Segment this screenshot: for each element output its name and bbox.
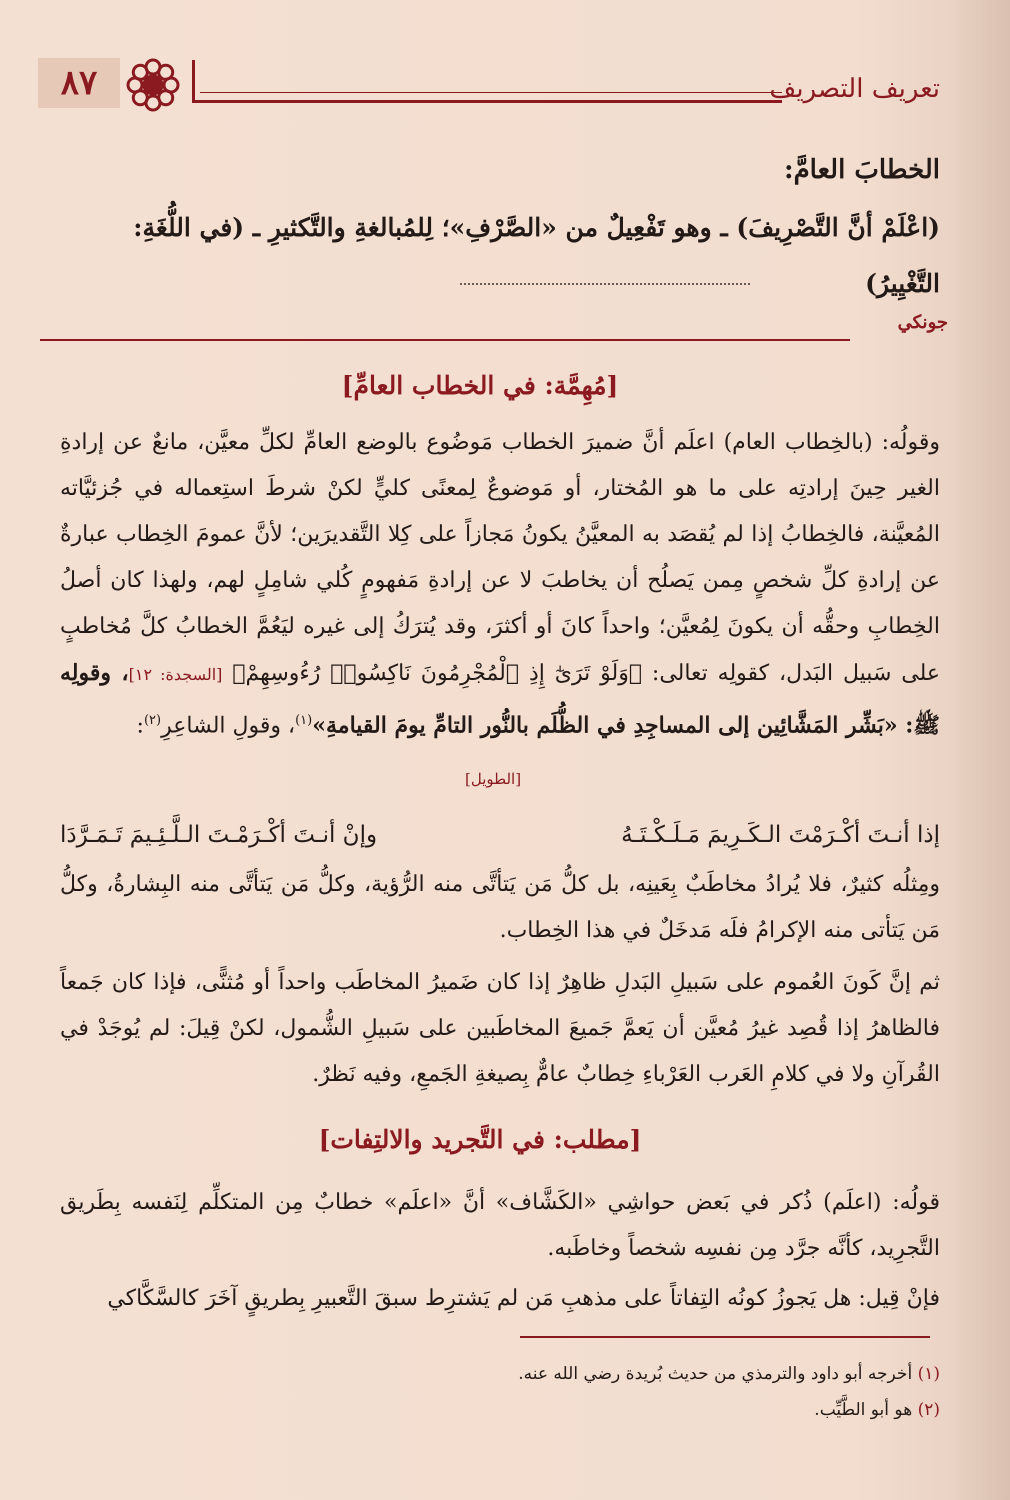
footnote-1 xyxy=(60,1360,940,1388)
footnote-2 xyxy=(60,1396,940,1424)
page-number: ٨٧ xyxy=(38,58,120,108)
poetic-meter-label: [الطويل] xyxy=(465,770,522,788)
header-frame-corner xyxy=(192,60,213,103)
paragraph-general-address xyxy=(60,420,940,749)
paragraph-text: ، وقولِ الشاعِرِ xyxy=(161,713,296,739)
matn-text: (اعْلَمْ أنَّ التَّصْرِيفَ) ـ وهو تَفْعِيلٌ من «الصَّرْفِ»؛ لِلمُبالغةِ والتَّكثيرِ ـ (في اللُّغَةِ: التَّغْيِيرُ) xyxy=(133,213,940,298)
dotted-separator xyxy=(460,283,750,285)
header-rule xyxy=(192,100,782,103)
quran-reference: [السجدة: ١٢] xyxy=(128,665,223,684)
rosette-ornament-icon xyxy=(122,54,184,116)
paragraph-abstraction: قولُه: (اعلَم) ذُكر في بَعض حواشِي «الكَشَّاف» أنَّ «اعلَم» خطابٌ مِن المتكلِّم لِنَفسه بِطَريق التَّجرِيد، كأنَّه جرَّد مِن نفسِه شخصاً وخاطَبه. xyxy=(60,1190,940,1261)
footnote-number: (١) xyxy=(917,1364,940,1384)
running-title: تعريف التصريف xyxy=(769,74,940,104)
section-heading-general-address: [مُهِمَّة: في الخطاب العامِّ] xyxy=(341,371,619,400)
commentary-label: جونكي xyxy=(897,312,948,333)
section-rule xyxy=(40,339,850,341)
matn-heading: الخطابَ العامَّ: xyxy=(783,155,940,185)
paragraph-text: وقولُه: (بالخِطاب العام) اعلَم أنَّ ضميرَ الخطاب مَوضُوع بالوضع العامِّ لكلِّ معيَّن، مانعٌ عن إرادةِ الغير حِينَ إرادتِه على ما هو المُختار، أو مَوضوعٌ لِمعنًى كليٍّ لكنْ شرطَ استِعماله في جُزئيَّاته المُعيَّنة، فالخِطابُ إذا لم يُقصَد به المعيَّنُ يكونُ مَجازاً على كِلا التَّقديرَين؛ لأنَّ عمومَ الخِطاب عبارةٌ عن إرادةِ كلِّ شخصٍ مِمن يَصلُح أن يخاطبَ لا عن إرادةِ مَفهومٍ كُلي شامِلٍ لهم، ولهذا كان أصلُ الخِطابِ وحقُّه أن يكونَ لِمُعيَّن؛ واحداً كانَ أو أكثرَ، وقد يُترَكُ إلى غيره ليَعُمَّ الخطابُ كلَّ مُخاطبٍ على سَبيل البَدل، كقولِه تعالى: ﴿وَلَوْ تَرَىٰٓ إِذِ ٱلْمُجْرِمُونَ نَاكِسُوا۟ رُءُوسِهِمْ﴾ xyxy=(60,430,941,686)
footnote-marker: (١) xyxy=(295,713,313,728)
footnote-rule xyxy=(520,1336,930,1338)
footnote-text: أخرجه أبو داود والترمذي من حديث بُريدة رضي الله عنه. xyxy=(518,1364,913,1384)
footnote-marker: (٢) xyxy=(143,713,162,728)
paragraph-iltifat: فإنْ قِيل: هل يَجوزُ كونُه التِفاتاً على مذهبِ مَن لم يَشترِط سبقَ التَّعبيرِ بِطريقٍ آخَرَ كالسَّكَّاكي xyxy=(107,1286,940,1311)
verse-first-hemistich: إذا أنـتَ أكْـرَمْتَ الـكَـرِيمَ مَـلَـكْـتَـهُ xyxy=(621,822,940,848)
paragraph-text: : xyxy=(136,713,144,739)
verse-second-hemistich: وإنْ أنـتَ أكْـرَمْـتَ الـلَّـئِـيمَ تَـمَـرَّدَا xyxy=(60,822,378,848)
header-thin-rule xyxy=(200,92,782,93)
paragraph-text: ، وقولِه ﷺ: «بَشِّر المَشَّائِين إلى المساجِدِ في الظُّلَم بالنُّور التامِّ يومَ القيامةِ» xyxy=(60,660,940,739)
footnote-text: هو أبو الطَّيِّب. xyxy=(814,1400,913,1420)
section-heading-abstraction: [مطلب: في التَّجريد والالتِفات] xyxy=(318,1125,642,1154)
paragraph-examples: ومِثلُه كثيرٌ، فلا يُرادُ مخاطَبٌ بِعَينِه، بل كلُّ مَن يَتأتَّى منه الرُّؤية، وكلُّ مَن يَتأتَّى منه البِشارةُ، وكلُّ مَن يَتأتى منه الإكرامُ فلَه مَدخَلٌ في هذا الخِطاب. xyxy=(60,872,940,943)
paragraph-generality: ثم إنَّ كَونَ العُموم على سَبيلِ البَدلِ ظاهِرٌ إذا كان ضَميرُ المخاطَب واحداً أو مُثنًّى، فإذا كان جَمعاً فالظاهرُ إذا قُصِد غيرُ مُعيَّن أن يَعمَّ جَميعَ المخاطَبين على سَبيلِ الشُّمول، لكنْ قِيلَ: لم يُوجَدْ في القُرآنِ ولا في كلامِ العَرب العَرْباءِ خِطابٌ عامٌّ بِصيغةِ الجَمعِ، وفيه نَظرٌ. xyxy=(60,970,940,1087)
footnote-number: (٢) xyxy=(917,1400,940,1420)
